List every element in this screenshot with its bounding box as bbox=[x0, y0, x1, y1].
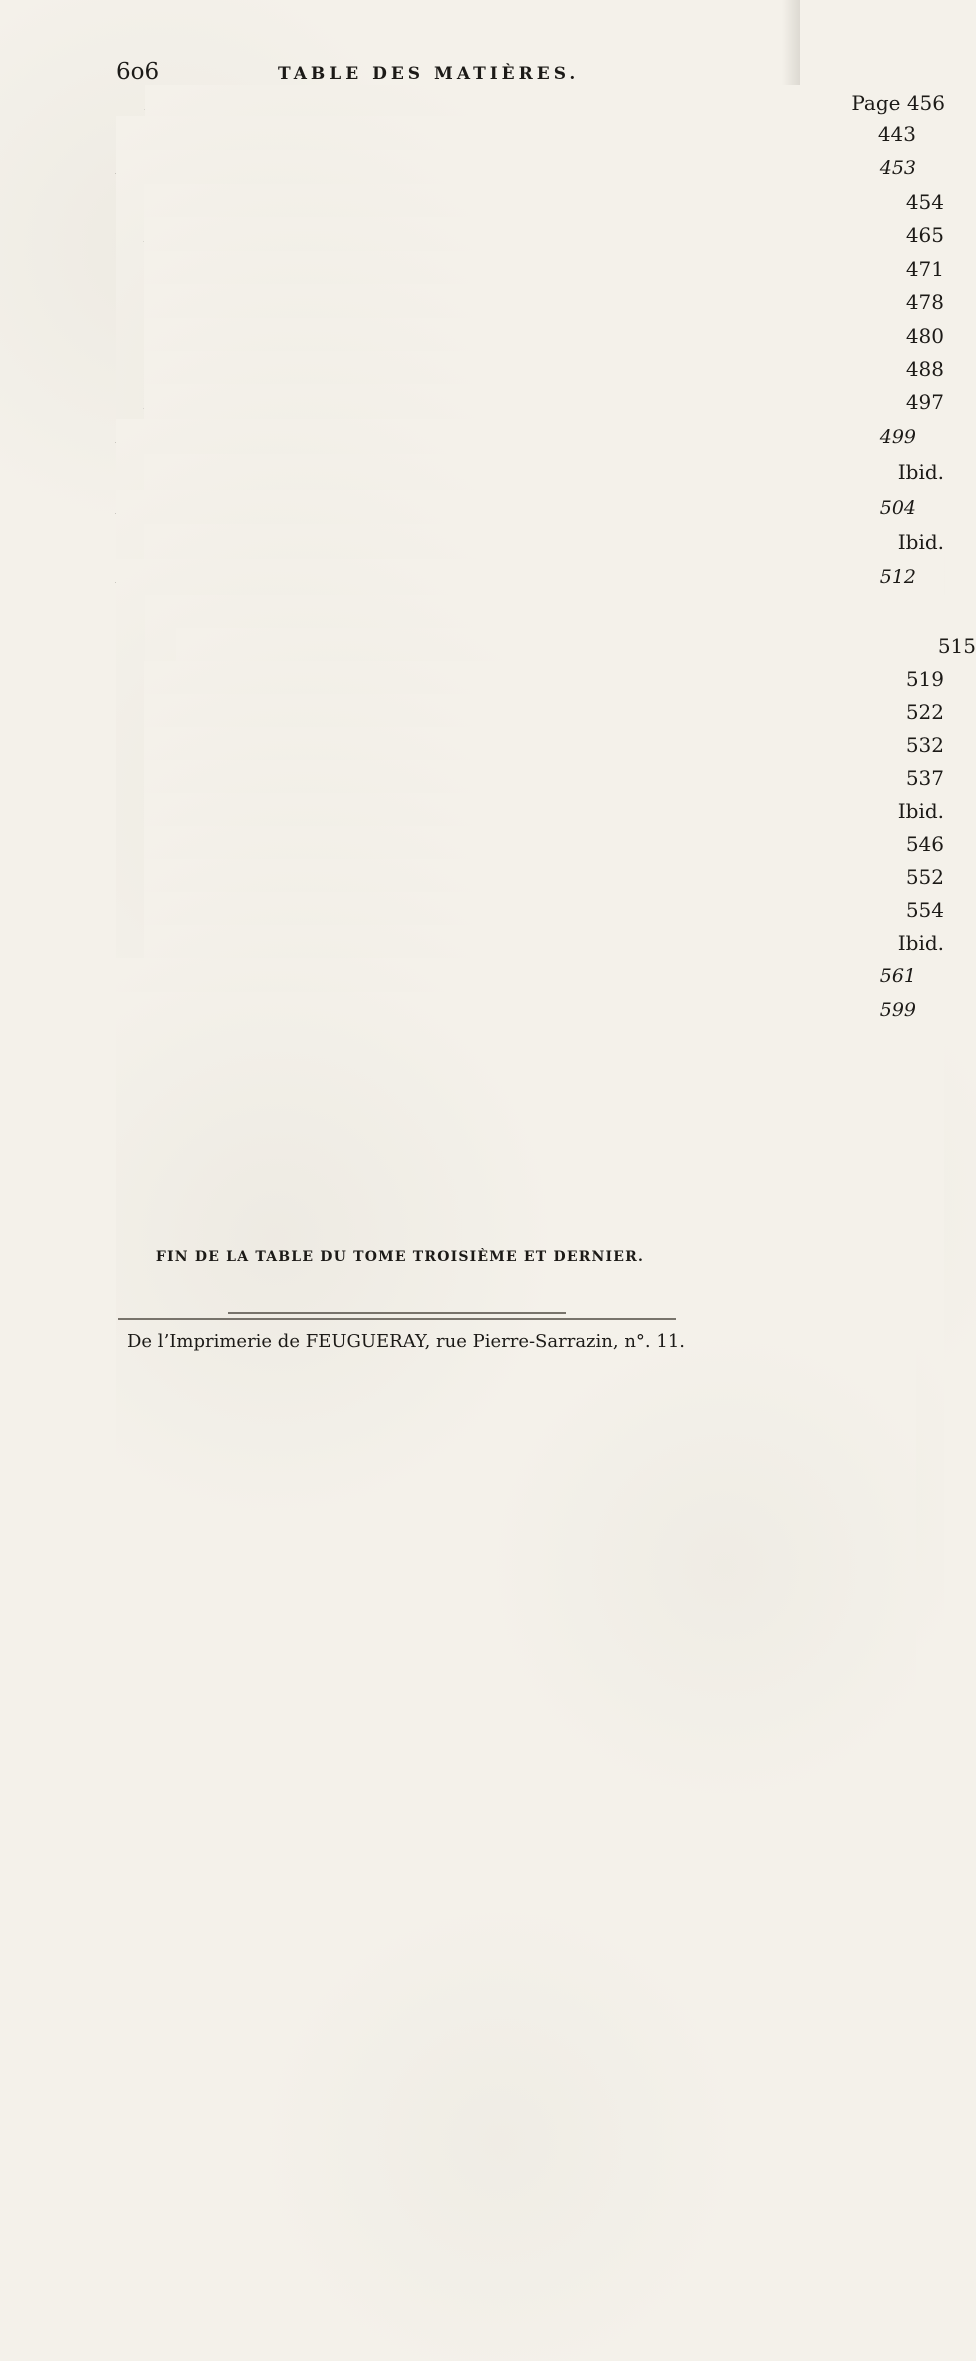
toc-entry bbox=[144, 251, 944, 287]
top-rule bbox=[228, 1312, 566, 1314]
entry-page: 552 bbox=[144, 859, 944, 2228]
entry-page: Ibid. bbox=[144, 925, 944, 2294]
toc-entry bbox=[144, 524, 944, 560]
running-title: TABLE DES MATIÈRES. bbox=[278, 64, 580, 84]
end-of-table-heading: FIN DE LA TABLE DU TOME TROISIÈME ET DERNIER. bbox=[155, 1249, 645, 1265]
entry-page: 512 bbox=[116, 559, 916, 1928]
toc-entry bbox=[144, 384, 944, 420]
entry-page: 454 bbox=[144, 184, 944, 1553]
toc-entry bbox=[116, 419, 916, 455]
entry-page: 471 bbox=[144, 251, 944, 1620]
imprint-line: De l’Imprimerie de FEUGUERAY, rue Pierre-Sarrazin, n°. 11. bbox=[127, 1331, 685, 1352]
entry-page: 497 bbox=[144, 384, 944, 1753]
toc-entry bbox=[116, 150, 916, 186]
toc-entry bbox=[144, 661, 944, 697]
toc-entry bbox=[144, 184, 944, 220]
entry-page: 599 bbox=[116, 992, 916, 2361]
toc-entry bbox=[144, 694, 944, 730]
toc-entry bbox=[144, 351, 944, 387]
toc-entry bbox=[144, 727, 944, 763]
toc-entry bbox=[144, 217, 944, 253]
entry-page: 554 bbox=[144, 892, 944, 2261]
toc-entry bbox=[145, 595, 765, 631]
toc-entry bbox=[144, 793, 944, 829]
entry-page: 532 bbox=[144, 727, 944, 2096]
toc-entry bbox=[144, 826, 944, 862]
toc-entry bbox=[116, 958, 916, 994]
toc-entry bbox=[144, 454, 944, 490]
toc-entry bbox=[116, 116, 916, 152]
toc-entry bbox=[144, 925, 944, 961]
page-header bbox=[116, 58, 636, 86]
toc-entry bbox=[144, 318, 944, 354]
entry-page: Ibid. bbox=[144, 454, 944, 1823]
entry-page: 537 bbox=[144, 760, 944, 2129]
entry-page: 443 bbox=[116, 116, 916, 1485]
entry-page: 480 bbox=[144, 318, 944, 1687]
toc-entry bbox=[144, 760, 944, 796]
toc-entry bbox=[176, 628, 976, 664]
toc-entry bbox=[116, 559, 916, 595]
entry-page: 519 bbox=[144, 661, 944, 2030]
entry-page: Ibid. bbox=[144, 524, 944, 1893]
entry-page: 488 bbox=[144, 351, 944, 1720]
toc-entry bbox=[144, 859, 944, 895]
page-number: 6o6 bbox=[116, 59, 160, 85]
entry-page: 453 bbox=[116, 150, 916, 1519]
entry-page: 515 bbox=[176, 628, 976, 1997]
entry-page: 499 bbox=[116, 419, 916, 1788]
entry-page: Ibid. bbox=[144, 793, 944, 2162]
entry-page: 478 bbox=[144, 284, 944, 1653]
toc-entry bbox=[116, 490, 916, 526]
entry-page: 522 bbox=[144, 694, 944, 2063]
entry-page: 504 bbox=[116, 490, 916, 1859]
toc-entry bbox=[144, 284, 944, 320]
entry-page: 546 bbox=[144, 826, 944, 2195]
toc-entry bbox=[116, 992, 916, 1028]
entry-page: Page 456 bbox=[145, 85, 945, 1454]
entry-page: 465 bbox=[144, 217, 944, 1586]
toc-entry bbox=[144, 892, 944, 928]
entry-page: 561 bbox=[116, 958, 916, 2327]
bottom-rule bbox=[118, 1318, 676, 1320]
